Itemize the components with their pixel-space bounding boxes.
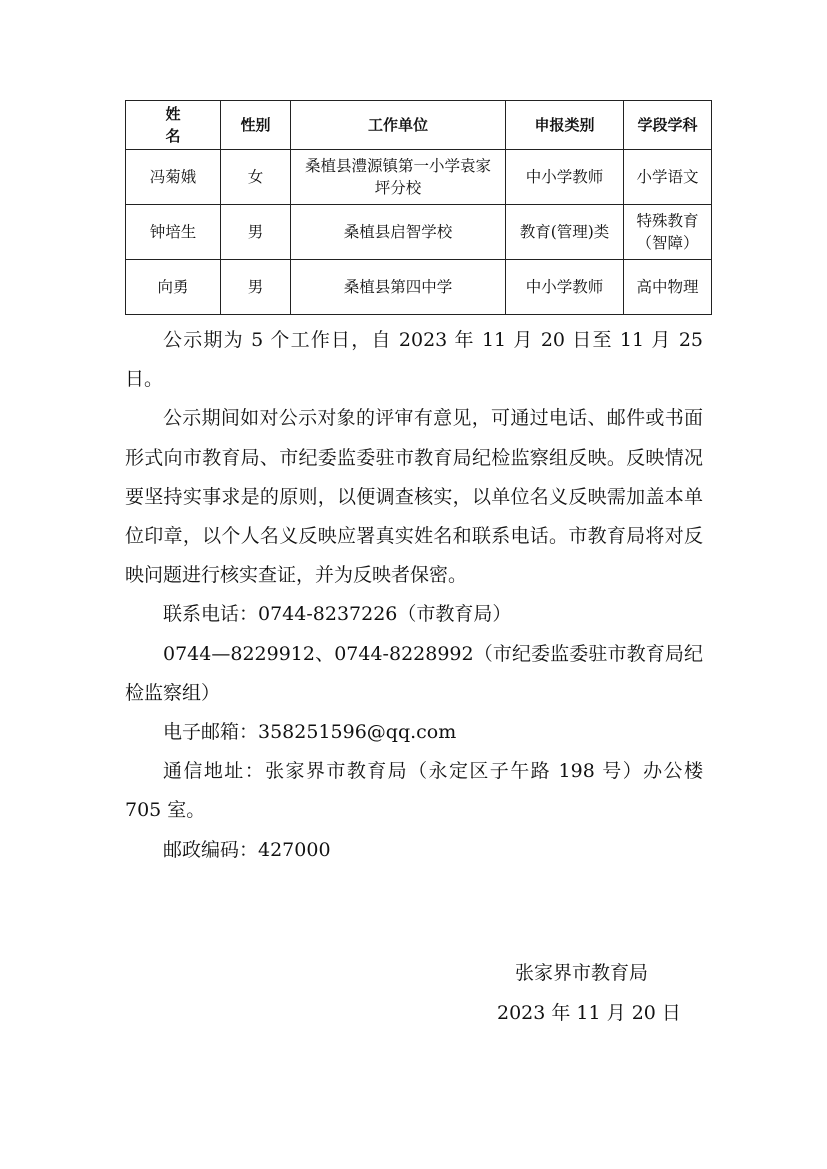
period-paragraph: 公示期为 5 个工作日，自 2023 年 11 月 20 日至 11 月 25 日。 [125,329,703,391]
header-gender: 性别 [221,101,291,150]
cell-name: 钟培生 [126,205,221,260]
cell-unit: 桑植县澧源镇第一小学袁家坪分校 [291,150,506,205]
phone-line-1: 联系电话：0744-8237226（市教育局） [163,603,512,626]
address-line: 通信地址：张家界市教育局（永定区子午路 198 号）办公楼 705 室。 [125,760,703,822]
postcode-line: 邮政编码：427000 [163,838,331,861]
cell-subject: 特殊教育（智障） [624,205,712,260]
cell-name: 向勇 [126,260,221,315]
cell-category: 中小学教师 [506,260,624,315]
cell-category: 教育(管理)类 [506,205,624,260]
candidate-table [125,100,712,315]
cell-unit: 桑植县第四中学 [291,260,506,315]
table-row [126,260,712,315]
header-category: 申报类别 [506,101,624,150]
header-unit: 工作单位 [291,101,506,150]
table-header-row [126,101,712,150]
table-row [126,150,712,205]
email-line: 电子邮箱：358251596@qq.com [163,721,457,744]
table-row [126,205,712,260]
cell-subject: 高中物理 [624,260,712,315]
objection-paragraph: 公示期间如对公示对象的评审有意见，可通过电话、邮件或书面形式向市教育局、市纪委监委驻市教育局纪检监察组反映。反映情况要坚持实事求是的原则，以便调查核实，以单位名义反映需加盖本单位印章，以个人名义反映应署真实姓名和联系电话。市教育局将对反映问题进行核实查证，并为反映者保密。 [125,407,703,587]
cell-unit: 桑植县启智学校 [291,205,506,260]
header-name: 姓 名 [126,101,221,150]
notice-body [125,321,703,870]
cell-subject: 小学语文 [624,150,712,205]
cell-name: 冯菊娥 [126,150,221,205]
cell-gender: 女 [221,150,291,205]
cell-category: 中小学教师 [506,150,624,205]
cell-gender: 男 [221,260,291,315]
cell-gender: 男 [221,205,291,260]
signature-org: 张家界市教育局 [515,962,649,984]
header-subject: 学段学科 [624,101,712,150]
phone-line-2: 0744—8229912、0744-8228992（市纪委监委驻市教育局纪检监察组） [125,642,703,704]
signature-date: 2023 年 11 月 20 日 [497,1002,681,1024]
